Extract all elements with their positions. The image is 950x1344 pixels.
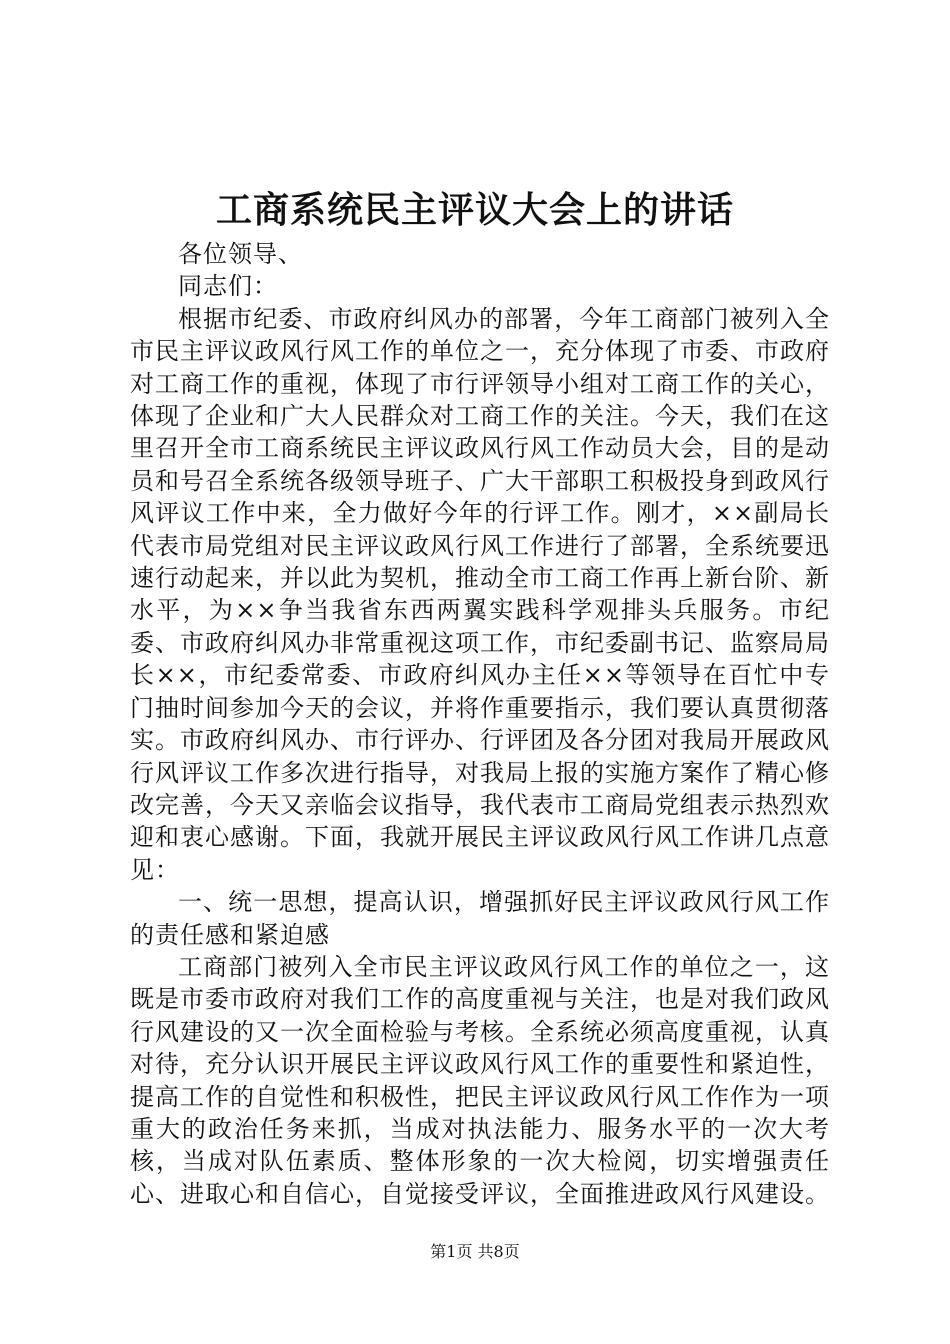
page-footer: 第1页 共8页 [430,1242,520,1261]
paragraph-introduction: 根据市纪委、市政府纠风办的部署，今年工商部门被列入全市民主评议政风行风工作的单位之一，充分体现了市委、市政府对工商工作的重视，体现了市行评领导小组对工商工作的关心，体现了企业和广大人民群众对工商工作的关注。今天，我们在这里召开全市工商系统民主评议政风行风工作动员大会，目的是动员和号召全系统各级领导班子、广大干部职工积极投身到政风行风评议工作中来，全力做好今年的行评工作。刚才，××副局长代表市局党组对民主评议政风行风工作进行了部署，全系统要迅速行动起来，并以此为契机，推动全市工商工作再上新台阶、新水平，为××争当我省东西两翼实践科学观排头兵服务。市纪委、市政府纠风办非常重视这项工作，市纪委副书记、监察局局长××，市纪委常委、市政府纠风办主任××等领导在百忙中专门抽时间参加今天的会议，并将作重要指示，我们要认真贯彻落实。市政府纠风办、市行评办、行评团及各分团对我局开展政风行风评议工作多次进行指导，对我局上报的实施方案作了精心修改完善，今天又亲临会议指导，我代表市工商局党组表示热烈欢迎和衷心感谢。下面，我就开展民主评议政风行风工作讲几点意见： [130,304,830,884]
paragraph-section-1: 工商部门被列入全市民主评议政风行风工作的单位之一，这既是市委市政府对我们工作的高度重视与关注，也是对我们政风行风建设的又一次全面检验与考核。全系统必须高度重视，认真对待，充分认识开展民主评议政风行风工作的重要性和紧迫性，提高工作的自觉性和积极性，把民主评议政风行风工作作为一项重大的政治任务来抓，当成对执法能力、服务水平的一次大考核，当成对队伍素质、整体形象的一次大检阅，切实增强责任心、进取心和自信心，自觉接受评议，全面推进政风行风建设。 [130,952,830,1208]
document-title: 工商系统民主评议大会上的讲话 [215,189,734,231]
document-body [130,238,830,1210]
salutation-comrades: 同志们： [178,272,278,301]
section-heading-1: 一、统一思想，提高认识，增强抓好民主评议政风行风工作的责任感和紧迫感 [130,888,830,949]
salutation-leaders: 各位领导、 [178,240,303,268]
